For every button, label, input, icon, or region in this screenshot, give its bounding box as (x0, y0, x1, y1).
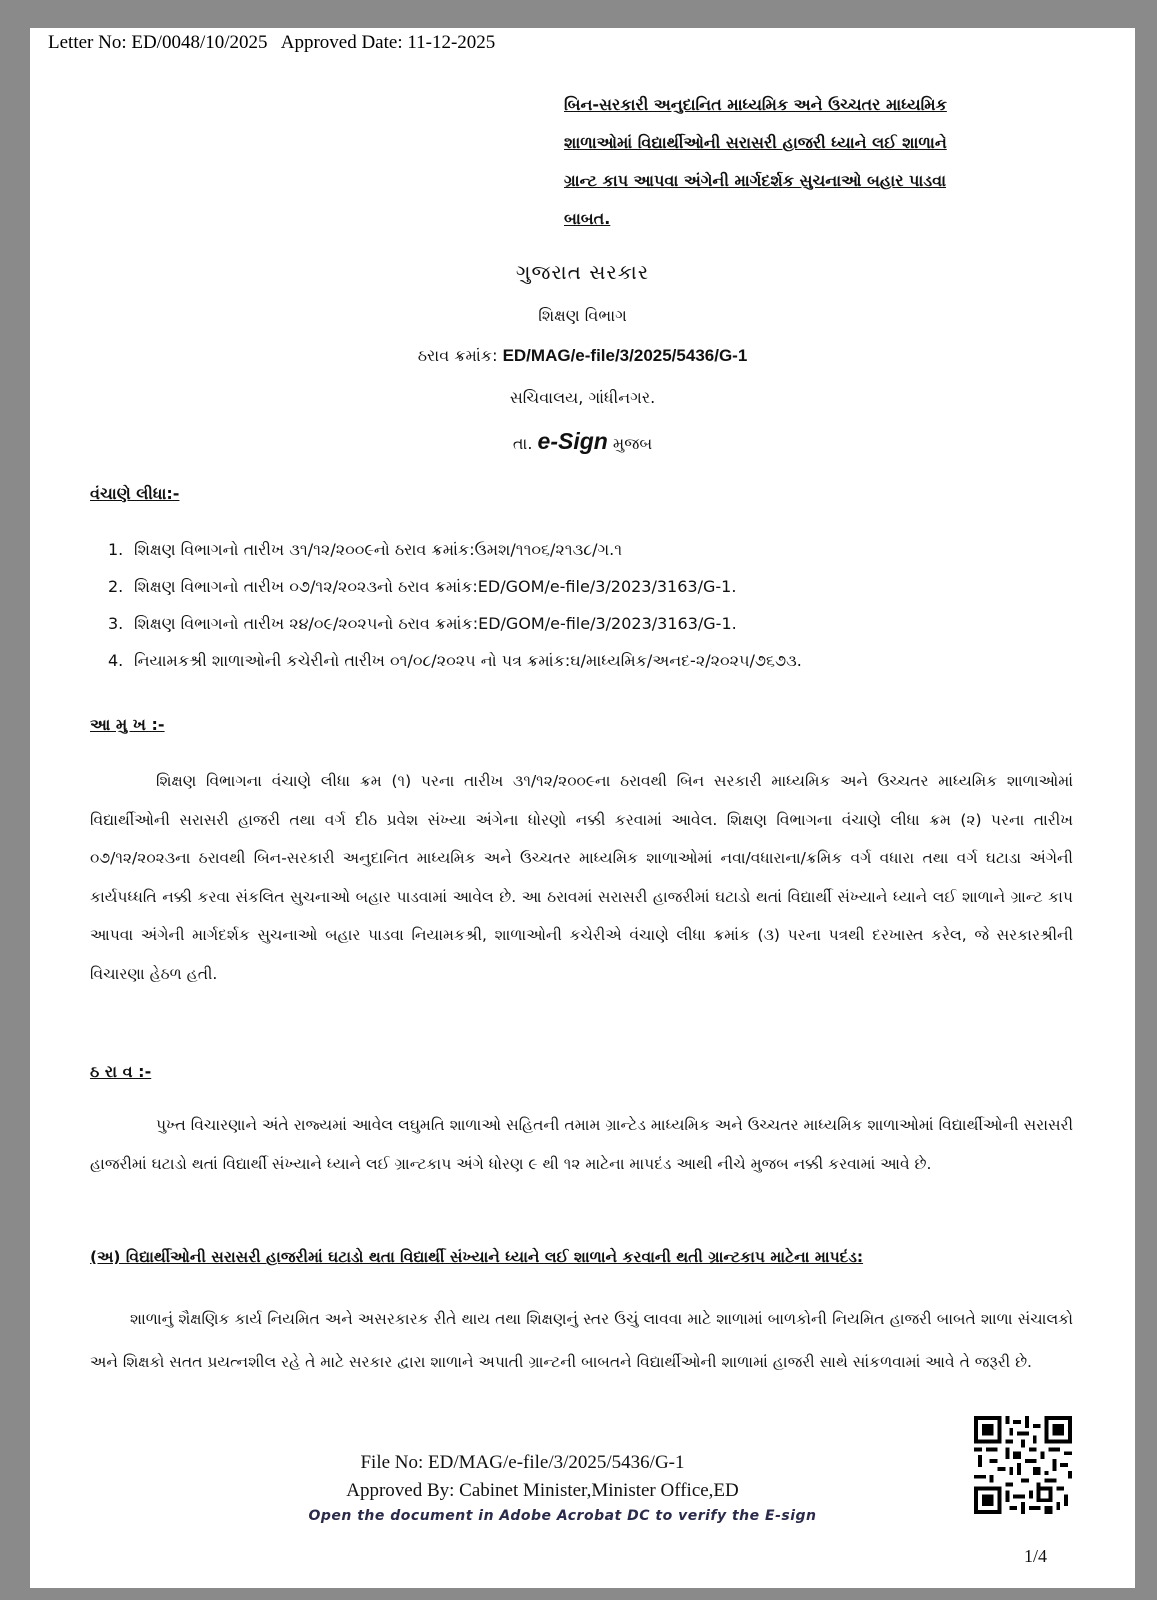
document-page (30, 28, 1135, 1588)
verify-note: Open the document in Adobe Acrobat DC to verify the E-sign (308, 1508, 817, 1524)
subject-block (564, 86, 1094, 238)
date-suffix: મુજબ (612, 434, 653, 453)
reference-number: 4. (108, 651, 124, 670)
department-name: શિક્ષણ વિભાગ (538, 306, 627, 325)
criteria-heading: (અ) વિદ્યાર્થીઓની સરાસરી હાજરીમાં ઘટાડો થતા વિદ્યાર્થી સંખ્યાને ધ્યાને લઈ શાળાને કરવાની થતી ગ્રાન્ટકાપ માટેના માપદંડ: (90, 1248, 864, 1266)
letter-number: Letter No: ED/0048/10/2025 Approved Date: 11-12-2025 (48, 32, 496, 53)
issue-date (30, 428, 1135, 455)
resolution-heading: ઠ રા વ :- (90, 1062, 152, 1081)
subject-line: ગ્રાન્ટ કાપ આપવા અંગેની માર્ગદર્શક સુચનાઓ બહાર પાડવા (564, 171, 947, 190)
resolution-text: પુખ્ત વિચારણાને અંતે રાજ્યમાં આવેલ લઘુમતિ શાળાઓ સહિતની તમામ ગ્રાન્ટેડ માધ્યમિક અને ઉચ્ચતર માધ્યમિક શાળાઓમાં વિદ્યાર્થીઓની સરાસરી હાજરીમાં ઘટાડો થતાં વિદ્યાર્થી સંખ્યાને ધ્યાને લઈ ગ્રાન્ટકાપ અંગે ધોરણ ૯ થી ૧૨ માટેના માપદંડ આથી નીચે મુજબ નક્કી કરવામાં આવે છે. (90, 1116, 1073, 1173)
government-title: ગુજરાત સરકાર (515, 260, 650, 284)
date-prefix: તા. (512, 434, 533, 453)
subject-line: બાબત. (564, 209, 611, 228)
resolution-number (30, 346, 1135, 366)
file-number: File No: ED/MAG/e-file/3/2025/5436/G-1 (360, 1452, 685, 1473)
resolution-label: ઠરાવ ક્રમાંક: (417, 346, 498, 365)
resolution-code: ED/MAG/e-file/3/2025/5436/G-1 (502, 346, 748, 365)
subject-line: બિન-સરકારી અનુદાનિત માધ્યમિક અને ઉચ્ચતર માધ્યમિક (564, 95, 947, 114)
reference-number: 3. (108, 614, 124, 633)
reference-item (108, 647, 1108, 684)
reference-number: 1. (108, 540, 124, 559)
preamble-heading: આ મુ ખ :- (90, 715, 165, 734)
reference-text: નિયામકશ્રી શાળાઓની કચેરીનો તારીખ ૦૧/૦૮/૨૦૨૫ નો પત્ર ક્રમાંક:ઘ/માધ્યમિક/અનદ-૨/૨૦૨૫/૭૬૭૩. (134, 651, 802, 670)
reference-text: શિક્ષણ વિભાગનો તારીખ ૦૭/૧૨/૨૦૨૩નો ઠરાવ ક્રમાંક:ED/GOM/e-file/3/2023/3163/G-1. (134, 577, 737, 596)
issue-place: સચિવાલય, ગાંધીનગર. (509, 388, 656, 407)
reference-number: 2. (108, 577, 124, 596)
reference-text: શિક્ષણ વિભાગનો તારીખ ૨૪/૦૯/૨૦૨૫નો ઠરાવ ક્રમાંક:ED/GOM/e-file/3/2023/3163/G-1. (134, 614, 737, 633)
reference-item (108, 536, 1108, 573)
references-list (108, 536, 1108, 684)
criteria-text: શાળાનું શૈક્ષણિક કાર્ય નિયમિત અને અસરકારક રીતે થાય તથા શિક્ષણનું સ્તર ઉચું લાવવા માટે શાળામાં બાળકોની નિયમિત હાજરી બાબતે શાળા સંચાલકો અને શિક્ષકો સતત પ્રયત્નશીલ રહે તે માટે સરકાર દ્વારા શાળાને અપાતી ગ્રાન્ટની બાબતને વિદ્યાર્થીઓની શાળામાં હાજરી સાથે સાંકળવામાં આવે તે જરૂરી છે. (90, 1310, 1073, 1371)
esign-mark: e-Sign (537, 428, 608, 454)
subject-line: શાળાઓમાં વિદ્યાર્થીઓની સરાસરી હાજરી ધ્યાને લઈ શાળાને (564, 133, 947, 152)
reference-item (108, 573, 1108, 610)
preamble-text: શિક્ષણ વિભાગના વંચાણે લીધા ક્રમ (૧) પરના તારીખ ૩૧/૧૨/૨૦૦૯ના ઠરાવથી બિન સરકારી માધ્યમિક અને ઉચ્ચતર માધ્યમિક શાળાઓમાં વિદ્યાર્થીઓની સરાસરી હાજરી તથા વર્ગ દીઠ પ્રવેશ સંખ્યા અંગેના ધોરણો નક્કી કરવામાં આવેલ. શિક્ષણ વિભાગના વંચાણે લીધા ક્રમ (૨) પરના તારીખ ૦૭/૧૨/૨૦૨૩ના ઠરાવથી બિન-સરકારી અનુદાનિત માધ્યમિક અને ઉચ્ચતર માધ્યમિક શાળાઓમાં નવા/વધારાના/ક્રમિક વર્ગ વધારા તથા વર્ગ ઘટાડા અંગેની કાર્યપધ્ધતિ નક્કી કરવા સંકલિત સુચનાઓ બહાર પાડવામાં આવેલ છે. આ ઠરાવમાં સરાસરી હાજરીમાં ઘટાડો થતાં વિદ્યાર્થી સંખ્યાને ધ્યાને લઈ શાળાને ગ્રાન્ટ કાપ આપવા અંગેની માર્ગદર્શક સુચનાઓ બહાર પાડવા નિયામકશ્રી, શાળાઓની કચેરીએ વંચાણે લીધા ક્રમાંક (૩) પરના પત્રથી દરખાસ્ત કરેલ, જે સરકારશ્રીની વિચારણા હેઠળ હતી. (90, 772, 1073, 983)
approved-by: Approved By: Cabinet Minister,Minister Office,ED (346, 1480, 739, 1501)
references-heading: વંચાણે લીધા:- (90, 484, 180, 503)
page-number: 1/4 (1024, 1546, 1048, 1566)
reference-text: શિક્ષણ વિભાગનો તારીખ ૩૧/૧૨/૨૦૦૯નો ઠરાવ ક્રમાંક:ઉમશ/૧૧૦૬/૨૧૩૮/ગ.૧ (134, 540, 623, 559)
reference-item (108, 610, 1108, 647)
